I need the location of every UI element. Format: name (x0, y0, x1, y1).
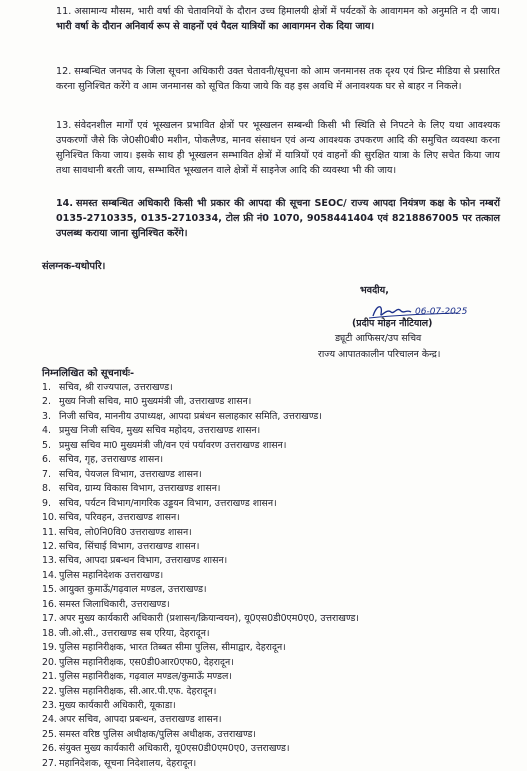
cc-list-item (42, 468, 359, 482)
paragraph-number: 13. (56, 120, 72, 131)
cc-item-number: 24. (42, 714, 57, 726)
paragraph-text: संवेदनशील मार्गों एवं भूस्खलन प्रभावित क्षेत्रों पर भूस्खलन सम्बन्धी किसी भी स्थिति से निपटने के लिए यथा आवश्यक उपकरणों जैसे कि जे0सी0बी0 मशीन, पोकलैण्ड, मानव संसाधन एवं अन्य आवश्यक उपकरण आदि की समुचित व्यवस्था करना सुनिश्चित किया जाय। इसके साथ ही भूस्खलन सम्भावित क्षेत्रों में यात्रियों एवं वाहनों की सुरक्षित यात्रा के लिए सचेत किया जाय तथा सावधानी बरती जाय, सम्भावित भूस्खलन वाले क्षेत्रों में साइनेज आदि की व्यवस्था भी की जाय। (56, 120, 500, 176)
paragraph-text: असामान्य मौसम, भारी वर्षा की चेतावनियों के दौरान उच्च हिमालयी क्षेत्रों में पर्यटकों के आवागमन को अनुमति न दी जाय। (74, 6, 500, 17)
cc-item-number: 2. (42, 396, 51, 408)
cc-item-number: 15. (42, 584, 57, 596)
cc-item-text: समस्त वरिष्ठ पुलिस अधीक्षक/पुलिस अधीक्षक, उत्तराखण्ड। (59, 728, 256, 740)
cc-item-number: 17. (42, 613, 57, 625)
cc-item-text: मुख्य निजी सचिव, मा0 मुख्यमंत्री जी, उत्तराखण्ड शासन। (59, 396, 252, 408)
cc-list-item (42, 699, 359, 713)
cc-item-number: 27. (42, 757, 57, 769)
cc-list (42, 381, 359, 771)
cc-item-text: संयुक्त मुख्य कार्यकारी अधिकारी, यू0एस0डी0एम0ए0, उत्तराखण्ड। (59, 743, 290, 755)
cc-list-item (42, 569, 359, 583)
cc-item-text: पुलिस महानिरीक्षक, गढ़वाल मण्डल/कुमाऊँ मण्डल। (59, 671, 232, 683)
cc-list-item (42, 685, 359, 699)
cc-item-text: जी.ओ.सी., उत्तराखण्ड सब एरिया, देहरादून। (59, 627, 210, 639)
cc-item-number: 4. (42, 425, 51, 437)
cc-list-item (42, 612, 359, 626)
cc-item-text: पुलिस महानिदेशक उत्तराखण्ड। (59, 569, 164, 581)
cc-item-number: 10. (42, 512, 57, 524)
cc-item-text: प्रमुख निजी सचिव, मुख्य सचिव महोदय, उत्तराखण्ड शासन। (59, 425, 261, 437)
cc-item-text: प्रमुख सचिव मा0 मुख्यमंत्री जी/वन एवं पर्यावरण उत्तराखण्ड शासन। (59, 439, 287, 451)
cc-list-item (42, 598, 359, 612)
signatory-designation: ड्यूटी आफिसर/उप सचिव (335, 333, 422, 344)
cc-list-item (42, 583, 359, 597)
cc-item-text: सचिव, श्री राज्यपाल, उत्तराखण्ड। (59, 382, 173, 393)
cc-item-text: महानिदेशक, सूचना निदेशालय, देहरादून। (59, 757, 197, 769)
cc-heading: निम्नलिखित को सूचनार्थः- (42, 368, 135, 379)
cc-item-number: 12. (42, 540, 57, 552)
cc-list-item (42, 757, 359, 771)
cc-item-number: 19. (42, 642, 57, 654)
cc-item-number: 1. (42, 382, 51, 393)
cc-item-text: निजी सचिव, माननीय उपाध्यक्ष, आपदा प्रबंधन सलाहकार समिति, उत्तराखण्ड। (59, 410, 322, 422)
cc-item-number: 3. (42, 410, 51, 422)
cc-item-number: 6. (42, 454, 51, 466)
paragraph-text: सम्बन्धित जनपद के जिला सूचना अधिकारी उक्त चेतावनी/सूचना को आम जनमानस तक दृश्य एवं प्रिन्ट मीडिया से प्रसारित करना सुनिश्चित करेंगे व आम जनमानस को सूचित किया जाये कि वह इस अवधि में अनावश्यक घर से बाहर न निकले। (56, 66, 500, 92)
signatory-office: राज्य आपातकालीन परिचालन केन्द्र। (318, 349, 441, 360)
cc-item-number: 16. (42, 598, 57, 610)
paragraph-13 (56, 118, 500, 178)
cc-list-item (42, 713, 359, 727)
cc-list-item (42, 410, 359, 424)
cc-item-text: मुख्य कार्यकारी अधिकारी, यूकाडा। (59, 699, 176, 711)
cc-list-item (42, 424, 359, 438)
cc-item-text: सचिव, पर्यटन विभाग/नागरिक उड्डयन विभाग, उत्तराखण्ड शासन। (59, 497, 277, 509)
cc-item-text: आयुक्त कुमाऊँ/गढ़वाल मण्डल, उत्तराखण्ड। (59, 584, 207, 596)
cc-item-number: 23. (42, 699, 57, 711)
cc-list-item (42, 439, 359, 453)
cc-item-text: पुलिस महानिरीक्षक, एस0डी0आर0एफ0, देहरादून। (59, 656, 234, 668)
cc-item-text: अपर सचिव, आपदा प्रबन्धन, उत्तराखण्ड शासन। (59, 714, 222, 726)
cc-item-text: सचिव, पेयजल विभाग, उत्तराखण्ड शासन। (59, 468, 202, 480)
cc-item-number: 11. (42, 526, 57, 538)
cc-item-text: समस्त जिलाधिकारी, उत्तराखण्ड। (59, 598, 170, 610)
cc-item-number: 9. (42, 497, 51, 509)
cc-item-number: 25. (42, 728, 57, 740)
cc-item-number: 21. (42, 671, 57, 683)
enclosure-note: संलग्नक-यथोपरि। (42, 261, 106, 272)
cc-list-item (42, 497, 359, 511)
paragraph-bold-text: भारी वर्षा के दौरान अनिवार्य रूप से वाहनों एवं पैदल यात्रियों का आवागमन रोक दिया जाय। (56, 21, 375, 32)
paragraph-11 (56, 4, 500, 34)
cc-item-number: 8. (42, 483, 51, 495)
cc-item-text: सचिव, गृह, उत्तराखण्ड शासन। (59, 454, 164, 466)
paragraph-14 (56, 196, 500, 241)
cc-item-text: सचिव, आपदा प्रबन्धन विभाग, उत्तराखण्ड शासन। (59, 555, 228, 567)
cc-item-number: 20. (42, 656, 57, 668)
cc-item-number: 22. (42, 685, 57, 697)
cc-list-item (42, 395, 359, 409)
signatory-name: (प्रदीप मोहन नौटियाल) (352, 318, 433, 329)
cc-list-item (42, 670, 359, 684)
paragraph-text: समस्त सम्बन्धित अधिकारी किसी भी प्रकार की आपदा की सूचना SEOC/ राज्य आपदा नियंत्रण कक्ष के फोन नम्बरों 0135-2710335, 0135-2710334, टोल फ्री नं0 1070, 9058441404 एवं 8218867005 पर तत्काल उपलब्ध कराया जाना सुनिश्चित करेंगे। (56, 198, 500, 239)
paragraph-number: 14. (56, 198, 73, 209)
cc-list-item (42, 656, 359, 670)
cc-item-text: सचिव, परिवहन, उत्तराखण्ड शासन। (59, 512, 180, 524)
cc-list-item (42, 554, 359, 568)
cc-list-item (42, 526, 359, 540)
paragraph-number: 11. (56, 6, 72, 17)
cc-item-text: सचिव, ग्राम्य विकास विभाग, उत्तराखण्ड शासन। (59, 483, 221, 495)
cc-item-number: 26. (42, 743, 57, 755)
cc-item-text: पुलिस महानिरीक्षक, सी.आर.पी.एफ. देहरादून। (59, 685, 217, 697)
paragraph-number: 12. (56, 66, 72, 77)
cc-item-text: सचिव, सिंचाई विभाग, उत्तराखण्ड शासन। (59, 540, 200, 552)
cc-item-number: 7. (42, 468, 51, 480)
cc-list-item (42, 511, 359, 525)
paragraph-12 (56, 64, 500, 94)
cc-item-text: सचिव, लो0नि0वि0 उत्तराखण्ड शासन। (59, 526, 192, 538)
cc-list-item (42, 482, 359, 496)
cc-item-text: पुलिस महानिरीक्षक, भारत तिब्बत सीमा पुलिस, सीमाद्वार, देहरादून। (59, 642, 286, 654)
cc-list-item (42, 453, 359, 467)
cc-list-item (42, 540, 359, 554)
signature-date: 06-07-2025 (415, 307, 468, 317)
cc-item-number: 5. (42, 439, 51, 451)
cc-item-number: 14. (42, 569, 57, 581)
signature-block (330, 283, 510, 299)
cc-item-text: अपर मुख्य कार्यकारी अधिकारी (प्रशासन/क्रियान्वयन), यू0एस0डी0एम0ए0, उत्तराखण्ड। (59, 613, 359, 625)
cc-list-item (42, 627, 359, 641)
cc-item-number: 18. (42, 627, 57, 639)
closing-salutation: भवदीय, (360, 285, 389, 296)
cc-list-item (42, 728, 359, 742)
cc-list-item (42, 381, 359, 395)
cc-list-item (42, 742, 359, 756)
cc-item-number: 13. (42, 555, 57, 567)
cc-list-item (42, 641, 359, 655)
